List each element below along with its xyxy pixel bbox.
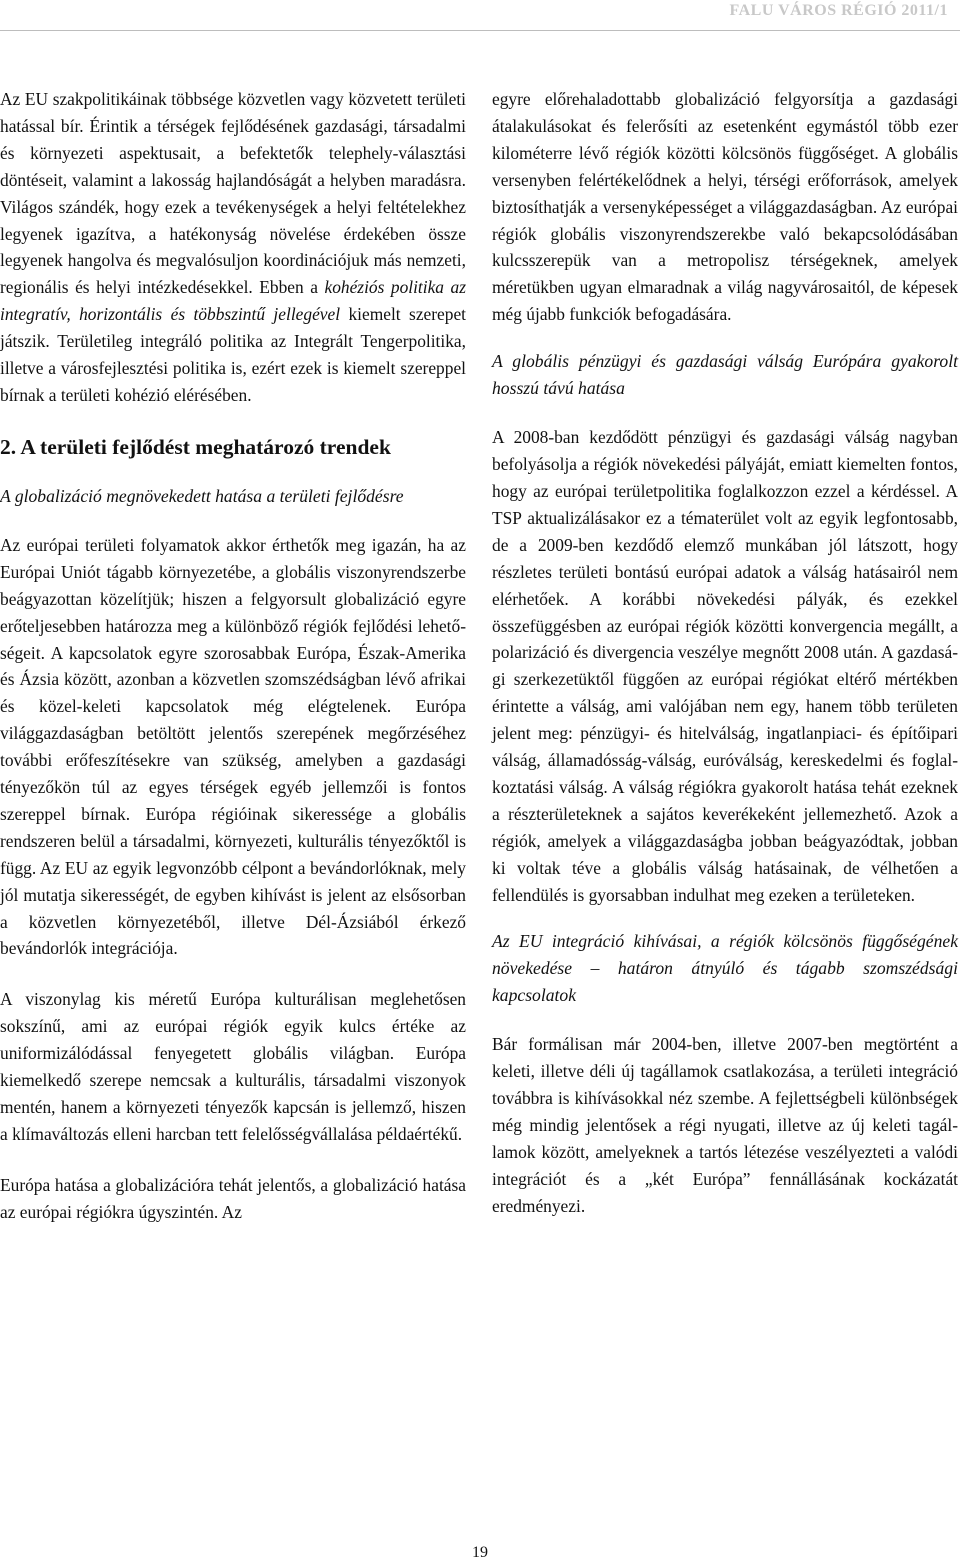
right-column <box>492 86 958 1220</box>
subheading-integration: Az EU integráció kihívásai, a régiók kölcsönös függőségének növekedése – határon átnyúló és tágabb szomszédsági kapcsolatok <box>492 931 958 1006</box>
right-paragraph-3: Bár formálisan már 2004-ben, illetve 2007-ben megtörtént a keleti, illetve déli új tagállamok csatlakozása, a területi integráció továbbra is kihívásokkal néz szembe. A fejlettségbeli különbségek még mindig jelentősek a régi nyugati, illetve az új keleti tagállamok között, amelyeknek a tartós létezése veszélyezteti a valódi integrációt és a „két Európa” fennállásának kockázatát eredményezi. <box>492 1034 958 1216</box>
page-number: 19 <box>472 1544 488 1561</box>
subheading-globalization: A globalizáció megnövekedett hatása a területi fejlődésre <box>0 485 404 506</box>
header-rule <box>0 30 960 31</box>
left-paragraph-2: Az európai területi folyamatok akkor érthetők meg igazán, ha az Európai Uniót tágabb környezetébe, a globális viszonyrendszerbe beágyazottan közelítjük; hiszen a felgyorsult globalizáció egyre erőteljesebben határozza meg a különböző régiók fejlődési lehetőségeit. A kapcsolatok egyre szorosabbak Európa, Észak-Amerika és Ázsia között, azonban a közvetlen szomszédságban lévő afrikai és közel-keleti kapcsolatok még elégtelenek. Európa világgazdaságban betöltött jelentős szerepének megőrzéséhez további erőfeszítésekre van szükség, amelyben a gazdasági tényezőkön túl az egyes térségek egyéb jellemzői is fontos szereppel bírnak. Európa régióinak sikeressége a globális rendszeren belül a társadalmi, környezeti, kulturális tényezőktől is függ. Az EU az egyik legvonzóbb célpont a bevándorlóknak, mely jól mutatja sikerességét, de egyben kihívást is jelent az elsősorban a közvetlen környezetéből, illetve Dél-Ázsiából érkező bevándorlók integrációja. <box>0 534 466 959</box>
left-p1-text-cont: kiemelt szerepet játszik. Területileg integráló politika az Integrált Tengerpolitika, illetve a városfejlesztési politika is, ezért ezek is kiemelt szereppel bírnak a területi kohézió elérésében. <box>0 304 467 405</box>
left-paragraph-4: Európa hatása a globalizációra tehát jelentős, a globalizáció hatása az európai régiókra úgyszintén. Az <box>0 1174 466 1222</box>
left-p1-text: Az EU szakpolitikáinak többsége közvetlen vagy közvetett területi hatással bír. Érintik a térségek fejlődésének gazdasági, társadalmi és környezeti aspektusait, a befektetők telephely-választási döntéseit, valamint a lakosság hajlandóságát a helyben maradásra. Világos szándék, hogy ezek a tevékenységek a helyi feltételekhez legyenek igazítva, a hatékonyság növelése érdekében össze legyenek hangolva és megvalósuljon koordinációjuk más nemzeti, regionális és helyi intézkedésekkel. Ebben a <box>0 89 466 298</box>
running-title: FALU VÁROS RÉGIÓ 2011/1 <box>729 2 948 19</box>
right-paragraph-2: A 2008-ban kezdődött pénzügyi és gazdasági válság nagyban befolyásolja a régiók növekedési pályáját, emiatt kiemelten fontos, hogy az európai területpolitika foglalkozzon ezzel a kérdéssel. A TSP aktualizálásakor ez a tématerület volt az egyik legfontosabb, de a 2009-ben kezdődő elemző munkában jól látszott, hogy részletes területi bontású európai adatok a válság hatásairól nem elérhetőek. A korábbi növekedési pályák, és ezekkel összefüggésben az európai régiók közötti konvergencia megállt, a polarizáció és divergencia veszélye megnőtt 2008 után. A gazdasági szerkezetüktől függően az európai régiókat eltérő mértékben érintette a válság, ami valójában nem egy, hanem több területen jelent meg: pénzügyi- és hitelválság, ingatlanpiaci- és építőipari válság, államadósság-válság, euróválság, kereskedelmi és foglalkoztatási válság. A válság régiókra gyakorolt hatása tehát ezeknek a részterületeknek a sajátos keverékeként jellemezhető. Azok a régiók, amelyek a világgazdaságba jobban beágyazódtak, jobban ki voltak téve a globális válság hatásainak, de vélhetően a fellendülés is gyorsabban indulhat meg ezeken a területeken. <box>492 427 958 905</box>
left-paragraph-3: A viszonylag kis méretű Európa kulturálisan meglehetősen sokszínű, ami az európai régiók egyik kulcs értéke az uniformizálódással fenyegetett globális világban. Európa kiemelkedő szerepe nemcsak a kulturális, társadalmi viszonyok mentén, hanem a környezeti tényezők kapcsán is jellemző, hiszen a klímaváltozás elleni harcban tett felelősségvállalása példaértékű. <box>0 989 466 1144</box>
section-title: 2. A területi fejlődést meghatározó trendek <box>0 434 391 459</box>
subheading-crisis: A globális pénzügyi és gazdasági válság Európára gyakorolt hosszú távú hatása <box>492 351 958 399</box>
left-column <box>0 86 466 1226</box>
left-paragraph-1 <box>0 86 466 409</box>
left-p1-emphasis: kohéziós politika az integratív, horizontális és többszintű jellegével <box>0 277 466 325</box>
right-paragraph-1: egyre előrehaladottabb globalizáció felgyorsítja a gazdasági átalakulásokat és felerősíti az esetenként egymástól több ezer kilométerre lévő régiók közötti kölcsönös függőséget. A globális versenyben felértékelődnek a helyi, térségi erőforrások, amelyek biztosíthatják a versenyképességet a világgazdaságban. Az európai régiók globális viszonyrendszerekbe való bekapcsolódásában kulcsszerepük van a metropolisz térségeknek, amelyek méretükben ugyan elmaradnak a világ nagyvárosaitól, de képesek még újabb funkciók befogadására. <box>492 89 958 325</box>
